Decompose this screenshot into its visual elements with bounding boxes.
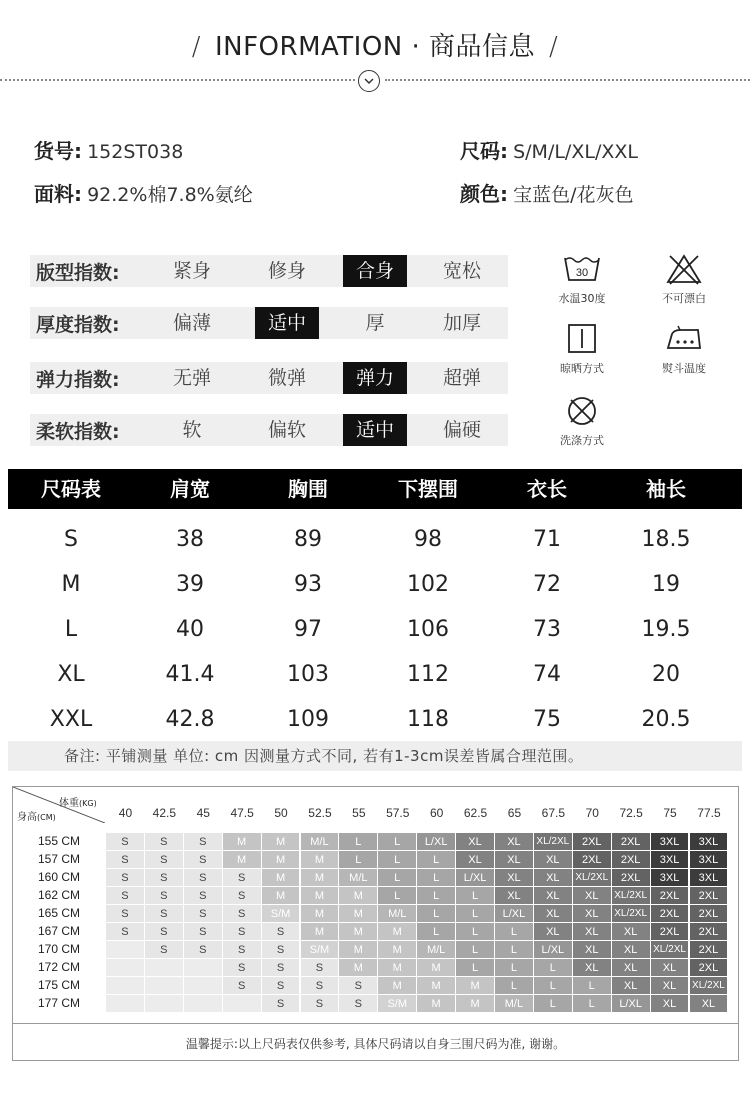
weight-header: 77.5 (697, 806, 721, 820)
size-row-cell: 106 (407, 617, 449, 642)
size-cell: S (262, 923, 301, 941)
size-cell: L (339, 851, 378, 869)
size-cell: 2XL (573, 851, 612, 869)
size-header-cell: 袖长 (646, 477, 686, 501)
size-cell (184, 995, 223, 1013)
height-label: 172 CM (37, 960, 81, 974)
size-row-label: S (64, 527, 78, 552)
size-cell: S (223, 959, 262, 977)
size-cell: S (262, 977, 301, 995)
product-color (460, 178, 634, 207)
size-row-cell: 41.4 (165, 662, 215, 687)
size-row-cell: 109 (287, 707, 329, 732)
size-cell: L (495, 977, 534, 995)
size-cell (145, 995, 184, 1013)
height-label: 155 CM (37, 834, 81, 848)
size-cell: L (378, 887, 417, 905)
size-header-cell: 肩宽 (170, 477, 210, 501)
dotted-divider-left (0, 79, 355, 81)
index-option: 加厚 (442, 312, 481, 334)
size-cell: M (339, 923, 378, 941)
size-cell: M (378, 977, 417, 995)
size-row-cell: 72 (533, 572, 561, 597)
product-code (34, 135, 183, 164)
index-row (30, 414, 508, 446)
size-cell: S (106, 905, 145, 923)
care-wash (542, 252, 622, 306)
size-cell: L (378, 851, 417, 869)
size-cell: S (184, 923, 223, 941)
size-cell: 2XL (651, 887, 690, 905)
size-cell: S (184, 887, 223, 905)
index-row (30, 255, 508, 287)
size-cell: S (301, 959, 340, 977)
size-cell: L/XL (417, 833, 456, 851)
size-row-cell: 103 (287, 662, 329, 687)
size-cell: S (106, 923, 145, 941)
size-cell: S (223, 887, 262, 905)
size-cell: S (145, 887, 184, 905)
size-cell: XL (573, 959, 612, 977)
size-row-cell: 97 (294, 617, 322, 642)
size-cell: M (417, 995, 456, 1013)
size-cell: L (534, 995, 573, 1013)
size-header-cell: 胸围 (288, 477, 328, 501)
index-option: 偏软 (267, 419, 306, 441)
dotted-divider-right (385, 79, 750, 81)
size-row-cell: 74 (533, 662, 561, 687)
size-cell: 2XL (573, 833, 612, 851)
care-dry (542, 322, 622, 376)
size-cell: 2XL (690, 941, 729, 959)
product-fabric-label: 面料: (34, 182, 82, 206)
size-cell: XL (651, 959, 690, 977)
weight-header: 57.5 (386, 806, 410, 820)
size-cell: S (145, 923, 184, 941)
size-cell: S (262, 995, 301, 1013)
size-cell: 3XL (690, 851, 729, 869)
size-cell (184, 977, 223, 995)
size-cell: M (378, 941, 417, 959)
size-cell: L (495, 923, 534, 941)
height-label: 177 CM (37, 996, 81, 1010)
size-cell: XL (534, 905, 573, 923)
size-cell: S/M (301, 941, 340, 959)
size-cell: M (301, 905, 340, 923)
size-cell: S (339, 995, 378, 1013)
weight-header: 72.5 (619, 806, 643, 820)
weight-header: 40 (118, 806, 133, 820)
size-row-cell: 40 (176, 617, 204, 642)
corner-height-text: 身高 (17, 812, 37, 823)
size-cell: S (184, 869, 223, 887)
weight-header: 75 (663, 806, 677, 820)
size-cell: M (262, 887, 301, 905)
size-cell: L (456, 905, 495, 923)
size-table-header (8, 469, 742, 509)
size-cell: M (417, 977, 456, 995)
size-cell: XL (573, 923, 612, 941)
size-cell: XL (612, 959, 651, 977)
size-cell: S (145, 941, 184, 959)
size-cell: L/XL (456, 869, 495, 887)
size-cell: L (339, 833, 378, 851)
size-cell: XL (690, 995, 729, 1013)
weight-header: 52.5 (308, 806, 332, 820)
size-cell: XL (534, 923, 573, 941)
size-row-cell: 73 (533, 617, 561, 642)
size-cell: L/XL (534, 941, 573, 959)
size-cell: M (301, 851, 340, 869)
size-cell: XL/2XL (573, 869, 612, 887)
size-cell: S (145, 869, 184, 887)
size-cell: 2XL (612, 851, 651, 869)
corner-height-unit: (CM) (37, 813, 56, 822)
height-label: 162 CM (37, 888, 81, 902)
size-cell: 2XL (612, 833, 651, 851)
size-header-cell: 尺码表 (41, 477, 101, 501)
size-cell: M (223, 833, 262, 851)
page-title: INFORMATION · 商品信息 (214, 32, 536, 62)
reference-tip: 温馨提示:以上尺码表仅供参考, 具体尺码请以自身三围尺码为准, 谢谢。 (185, 1037, 566, 1051)
size-cell: M (378, 923, 417, 941)
size-cell (145, 959, 184, 977)
size-row-cell: 98 (414, 527, 442, 552)
product-fabric (34, 178, 253, 207)
size-cell: M (262, 851, 301, 869)
size-cell: M (417, 959, 456, 977)
size-cell: S (184, 833, 223, 851)
size-cell: S (262, 959, 301, 977)
size-cell: S (223, 977, 262, 995)
line-dry-icon (562, 322, 602, 356)
size-cell: M/L (495, 995, 534, 1013)
product-code-label: 货号: (34, 139, 82, 163)
product-code-value: 152ST038 (87, 141, 184, 163)
size-cell: XL (534, 869, 573, 887)
height-label: 167 CM (37, 924, 81, 938)
size-row-label: XXL (49, 707, 93, 732)
size-cell: XL (573, 887, 612, 905)
index-option: 宽松 (442, 260, 481, 282)
size-cell: L (534, 977, 573, 995)
size-cell: XL (612, 977, 651, 995)
size-cell: L (417, 869, 456, 887)
size-cell: L (456, 887, 495, 905)
size-row-cell: 112 (407, 662, 449, 687)
size-cell: 3XL (651, 833, 690, 851)
care-iron (644, 322, 724, 376)
size-cell: L (417, 887, 456, 905)
index-label: 柔软指数: (36, 421, 120, 443)
index-label: 弹力指数: (36, 369, 120, 391)
index-option: 软 (182, 419, 202, 441)
size-cell (223, 995, 262, 1013)
product-fabric-value: 92.2%棉7.8%氨纶 (87, 184, 253, 206)
size-header-cell: 下摆围 (398, 477, 458, 501)
size-cell: M/L (301, 833, 340, 851)
index-option: 紧身 (172, 260, 211, 282)
size-cell (184, 959, 223, 977)
no-dryclean-icon (562, 394, 602, 428)
size-cell: XL (534, 851, 573, 869)
size-cell: S (106, 851, 145, 869)
care-bleach (644, 252, 724, 306)
size-cell: M/L (378, 905, 417, 923)
size-cell: 3XL (651, 869, 690, 887)
size-cell: M (456, 995, 495, 1013)
size-cell (106, 941, 145, 959)
size-cell: 3XL (690, 869, 729, 887)
dry-label: 晾晒方式 (560, 362, 604, 375)
size-cell: L (495, 959, 534, 977)
size-cell: S (223, 941, 262, 959)
product-color-value: 宝蓝色/花灰色 (513, 184, 634, 206)
iron-label: 熨斗温度 (662, 362, 706, 375)
weight-header: 50 (274, 806, 288, 820)
height-label: 160 CM (37, 870, 81, 884)
size-cell: S (223, 905, 262, 923)
index-label: 厚度指数: (36, 314, 120, 336)
size-cell: 2XL (651, 923, 690, 941)
size-cell: M/L (339, 869, 378, 887)
weight-header: 45 (196, 806, 210, 820)
size-header-cell: 衣长 (527, 477, 567, 501)
no-bleach-label: 不可漂白 (662, 292, 706, 305)
chevron-down-icon (358, 70, 380, 92)
index-row (30, 362, 508, 394)
page-header (0, 26, 750, 63)
size-cell: M (339, 959, 378, 977)
size-cell: XL/2XL (651, 941, 690, 959)
size-cell: S (106, 833, 145, 851)
size-row-label: M (61, 572, 81, 597)
size-cell: M (456, 977, 495, 995)
size-row-label: L (64, 617, 78, 642)
size-row-cell: 38 (176, 527, 204, 552)
size-cell: M (301, 869, 340, 887)
index-row (30, 307, 508, 339)
size-cell: S (339, 977, 378, 995)
slash-left: / (191, 32, 201, 62)
wash-30-icon (562, 252, 602, 286)
size-cell: M (301, 887, 340, 905)
index-option: 偏硬 (442, 419, 481, 441)
size-cell: 2XL (690, 905, 729, 923)
size-cell: L (378, 833, 417, 851)
size-cell: XL/2XL (690, 977, 729, 995)
size-cell: S (145, 851, 184, 869)
size-cell: 2XL (690, 923, 729, 941)
size-cell: 2XL (690, 887, 729, 905)
size-cell: XL (651, 995, 690, 1013)
size-cell: L (417, 851, 456, 869)
size-cell: L (417, 923, 456, 941)
size-cell: S (301, 977, 340, 995)
size-cell: 3XL (651, 851, 690, 869)
size-cell: L (456, 941, 495, 959)
size-cell: S (184, 851, 223, 869)
size-row-cell: 89 (294, 527, 322, 552)
wash-temp-text: 30 (575, 267, 589, 279)
corner-weight-label (59, 794, 97, 809)
size-cell: M (378, 959, 417, 977)
size-cell: S (106, 887, 145, 905)
size-row-cell: 19 (652, 572, 680, 597)
size-cell: XL (456, 833, 495, 851)
iron-icon (664, 322, 704, 356)
height-label: 157 CM (37, 852, 81, 866)
size-cell: M (301, 923, 340, 941)
size-cell (106, 995, 145, 1013)
size-cell: L (573, 977, 612, 995)
size-row-cell: 118 (407, 707, 449, 732)
weight-header: 47.5 (230, 806, 254, 820)
grid-divider (13, 1023, 738, 1024)
index-option-selected: 合身 (343, 255, 407, 287)
index-option-selected: 适中 (343, 414, 407, 446)
weight-header: 55 (352, 806, 366, 820)
size-cell: L (573, 995, 612, 1013)
size-cell: M (339, 905, 378, 923)
size-cell: 2XL (651, 905, 690, 923)
size-cell: 2XL (612, 869, 651, 887)
product-sizes-value: S/M/L/XL/XXL (513, 141, 638, 163)
slash-right: / (549, 32, 559, 62)
size-cell: M (223, 851, 262, 869)
size-reference-chart (12, 786, 739, 1061)
size-cell: S (184, 905, 223, 923)
size-row-cell: 102 (407, 572, 449, 597)
index-option: 无弹 (172, 367, 211, 389)
size-cell: XL (534, 887, 573, 905)
corner-weight-unit: (KG) (79, 799, 97, 808)
size-cell: M (262, 833, 301, 851)
index-label: 版型指数: (36, 262, 120, 284)
corner-height-label (17, 808, 56, 823)
size-cell: L (534, 959, 573, 977)
weight-header: 65 (507, 806, 522, 820)
size-cell: S (223, 869, 262, 887)
size-cell: 3XL (690, 833, 729, 851)
measurement-note: 备注: 平铺测量 单位: cm 因测量方式不同, 若有1-3cm误差皆属合理范围。 (8, 741, 742, 771)
index-option: 修身 (267, 260, 306, 282)
size-row-cell: 42.8 (165, 707, 215, 732)
size-cell: M (262, 869, 301, 887)
size-cell: L (378, 869, 417, 887)
index-option: 超弹 (442, 367, 481, 389)
size-cell: XL (573, 941, 612, 959)
size-cell: S/M (262, 905, 301, 923)
size-cell: S (184, 941, 223, 959)
no-bleach-icon (664, 252, 704, 286)
size-cell (145, 977, 184, 995)
size-cell: XL (573, 905, 612, 923)
corner-weight-text: 体重 (59, 798, 79, 809)
size-cell: XL (495, 869, 534, 887)
dryclean-label: 洗涤方式 (560, 434, 604, 447)
height-label: 170 CM (37, 942, 81, 956)
product-color-label: 颜色: (460, 182, 508, 206)
size-cell: XL (495, 833, 534, 851)
size-cell: L (456, 959, 495, 977)
size-cell: M (339, 887, 378, 905)
index-option: 偏薄 (172, 312, 211, 334)
size-cell: M/L (417, 941, 456, 959)
height-label: 175 CM (37, 978, 81, 992)
size-cell: XL/2XL (612, 887, 651, 905)
size-cell: XL (495, 887, 534, 905)
index-option-selected: 适中 (255, 307, 319, 339)
size-cell: XL/2XL (534, 833, 573, 851)
size-cell (106, 959, 145, 977)
size-cell: XL/2XL (612, 905, 651, 923)
size-cell: S (301, 995, 340, 1013)
size-cell: XL (612, 923, 651, 941)
size-cell: S (223, 923, 262, 941)
index-option: 微弹 (267, 367, 306, 389)
care-dryclean (542, 394, 622, 448)
size-cell: S (262, 941, 301, 959)
size-cell (106, 977, 145, 995)
size-cell: XL (456, 851, 495, 869)
size-cell: XL (495, 851, 534, 869)
size-cell: S (145, 905, 184, 923)
index-option-selected: 弹力 (343, 362, 407, 394)
size-cell: XL (651, 977, 690, 995)
size-row-cell: 71 (533, 527, 561, 552)
size-cell: L (495, 941, 534, 959)
wash-label: 水温30度 (558, 292, 606, 305)
weight-header: 62.5 (463, 806, 488, 820)
size-cell: L/XL (495, 905, 534, 923)
size-cell: L (417, 905, 456, 923)
index-option: 厚 (365, 312, 385, 334)
size-cell: S (145, 833, 184, 851)
size-cell: M (339, 941, 378, 959)
size-row-cell: 18.5 (641, 527, 691, 552)
size-cell: 2XL (690, 959, 729, 977)
product-sizes-label: 尺码: (460, 139, 508, 163)
size-row-cell: 39 (176, 572, 204, 597)
size-cell: S (106, 869, 145, 887)
product-sizes (460, 135, 638, 164)
size-row-label: XL (57, 662, 85, 687)
size-row-cell: 93 (294, 572, 322, 597)
height-label: 165 CM (37, 906, 81, 920)
weight-header: 60 (429, 806, 444, 820)
size-row-cell: 20 (652, 662, 680, 687)
weight-header: 67.5 (541, 806, 566, 820)
size-row-cell: 20.5 (641, 707, 691, 732)
weight-header: 42.5 (152, 806, 177, 820)
size-cell: XL (612, 941, 651, 959)
weight-header: 70 (585, 806, 599, 820)
size-cell: L/XL (612, 995, 651, 1013)
size-cell: L (456, 923, 495, 941)
size-cell: S/M (378, 995, 417, 1013)
size-row-cell: 75 (533, 707, 561, 732)
size-row-cell: 19.5 (641, 617, 691, 642)
